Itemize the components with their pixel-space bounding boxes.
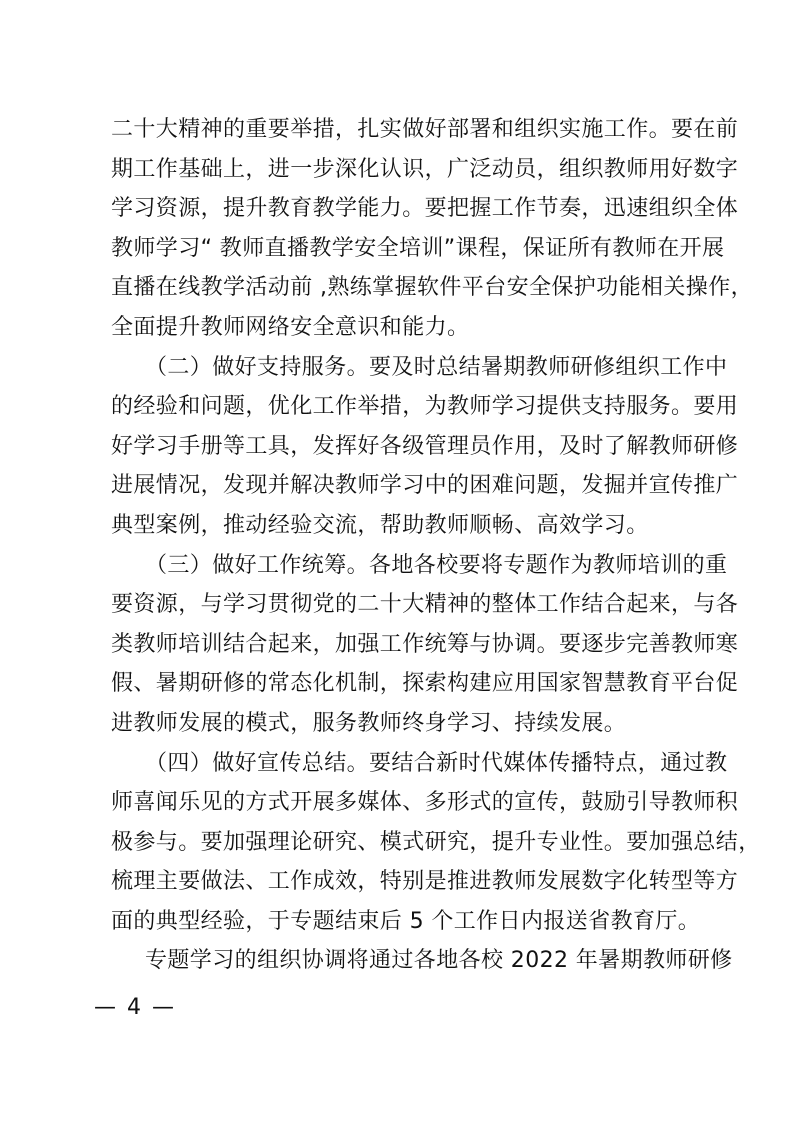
text-line: 要资源，与学习贯彻党的二十大精神的整体工作结合起来，与各 — [111, 592, 739, 618]
text-line: 面的典型经验，于专题结束后 5 个工作日内报送省教育厅。 — [111, 908, 701, 934]
section-heading-line: （三）做好工作统筹。各地各校要将专题作为教师培训的重 — [145, 552, 728, 578]
text-line: 极参与。要加强理论研究、模式研究，提升专业性。要加强总结， — [111, 829, 761, 855]
body-text — [111, 110, 761, 981]
text-line: 全面提升教师网络安全意识和能力。 — [111, 314, 470, 340]
page-number: — 4 — — [94, 995, 176, 1020]
text-line: 二十大精神的重要举措，扎实做好部署和组织实施工作。要在前 — [111, 117, 739, 142]
text-line: 假、暑期研修的常态化机制，探索构建应用国家智慧教育平台促 — [111, 671, 739, 697]
section-heading-line: （四）做好宣传总结。要结合新时代媒体传播特点，通过教 — [145, 750, 728, 776]
text-line: 类教师培训结合起来，加强工作统筹与协调。要逐步完善教师寒 — [111, 631, 739, 657]
text-line: 梳理主要做法、工作成效，特别是推进教师发展数字化转型等方 — [111, 869, 739, 895]
text-line: 期工作基础上，进一步深化认识，广泛动员，组织教师用好数字 — [111, 156, 739, 182]
text-line: 的经验和问题，优化工作举措，为教师学习提供支持服务。要用 — [111, 394, 739, 420]
text-line: 师喜闻乐见的方式开展多媒体、多形式的宣传，鼓励引导教师积 — [111, 790, 739, 816]
section-heading-line: （二）做好支持服务。要及时总结暑期教师研修组织工作中 — [145, 354, 728, 380]
paragraph-start-line: 专题学习的组织协调将通过各地各校 2022 年暑期教师研修 — [145, 948, 733, 974]
text-line: 进教师发展的模式，服务教师终身学习、持续发展。 — [111, 710, 627, 736]
text-line: 典型案例，推动经验交流，帮助教师顺畅、高效学习。 — [111, 512, 649, 538]
text-line: 学习资源，提升教育教学能力。要把握工作节奏，迅速组织全体 — [111, 196, 739, 222]
text-line: 直播在线教学活动前 ,熟练掌握软件平台安全保护功能相关操作， — [111, 275, 753, 301]
text-line: 教师学习“ 教师直播教学安全培训”课程，保证所有教师在开展 — [111, 235, 725, 261]
text-line: 进展情况，发现并解决教师学习中的困难问题，发掘并宣传推广 — [111, 473, 739, 499]
text-line: 好学习手册等工具，发挥好各级管理员作用，及时了解教师研修 — [111, 433, 739, 459]
